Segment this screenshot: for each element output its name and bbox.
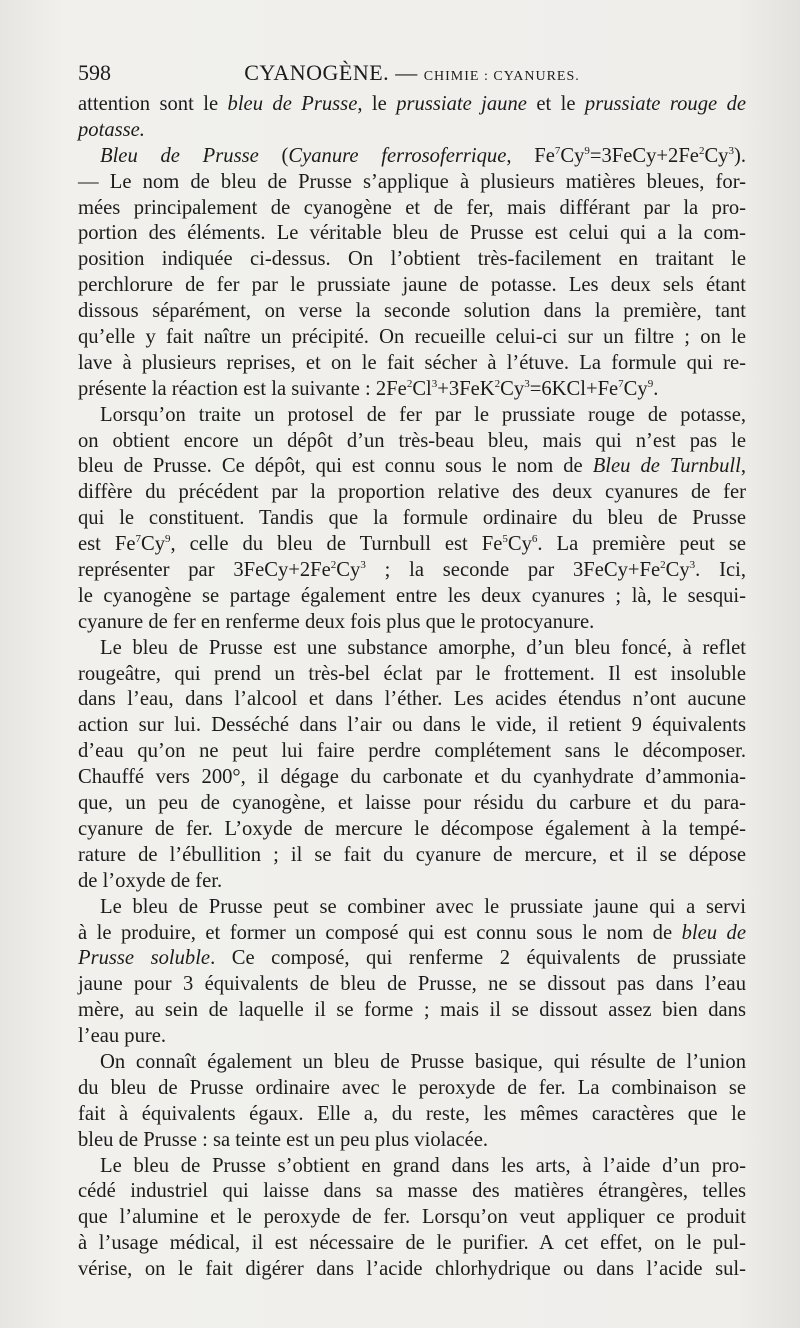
text-line: cyanure de fer. L’oxyde de mercure le décompose également à la tempé- [78,817,746,840]
text-line: Bleu de Prusse (Cyanure ferrosoferrique, $Fe^7Cy^9=3FeCy+2Fe^2Cy^3$). [100,144,746,167]
text-line: de l’oxyde de fer. [78,869,223,892]
text-line: Le bleu de Prusse est une substance amorphe, d’un bleu foncé, à reflet [100,636,746,659]
text-line: Chauffé vers 200°, il dégage du carbonate et du cyanhydrate d’ammonia- [78,766,746,789]
text-line: est Fe$^7$Cy$^9$, celle du bleu de Turnbull est Fe$^5$Cy$^6$. La première peut se [78,533,747,556]
text-line: que, un peu de cyanogène, et laisse pour résidu du carbure et du para- [78,792,746,815]
text-line: potasse. [78,118,145,141]
text-line: perchlorure de fer par le prussiate jaune de potasse. Les deux sels étant [78,274,746,297]
text-line: — Le nom de bleu de Prusse s’applique à plusieurs matières bleues, for- [78,170,746,193]
text-line: mère, au sein de laquelle il se forme ; mais il se dissout assez bien dans [78,999,746,1022]
text-line: dissous séparément, on verse la seconde solution dans la première, tant [78,300,746,323]
text-line: action sur lui. Desséché dans l’air ou dans le vide, il retient 9 équivalents [78,714,746,737]
page-number: 598 [78,60,111,85]
page-header [78,60,746,90]
running-head [78,60,746,86]
text-line: portion des éléments. Le véritable bleu de Prusse est celui qui a la com- [78,222,746,245]
text-line: qu’elle y fait naître un précipité. On recueille celui-ci sur un filtre ; on le [78,326,746,349]
text-line: rougeâtre, qui prend un très-bel éclat par le frottement. Il est insoluble [78,662,746,685]
text-line: présente la réaction est la suivante : $2Fe^2Cl^3+3FeK^2Cy^3=6KCl+Fe^7Cy^9$. [78,377,659,400]
text-line: Prusse soluble. Ce composé, qui renferme 2 équivalents de prussiate [78,947,746,970]
text-line: à l’usage médical, il est nécessaire de le purifier. A cet effet, on le pul- [78,1232,746,1255]
text-line: vérise, on le fait digérer dans l’acide chlorhydrique ou dans l’acide sul- [78,1258,746,1281]
text-line: représenter par $3FeCy+2Fe^2Cy^3$ ; la seconde par $3FeCy+Fe^2Cy^3$. Ici, [78,559,746,582]
text-line: Lorsqu’on traite un protosel de fer par le prussiate rouge de potasse, [100,403,746,426]
text-line: attention sont le bleu de Prusse, le prussiate jaune et le prussiate rouge de [78,93,747,115]
text-line: bleu de Prusse. Ce dépôt, qui est connu sous le nom de Bleu de Turnbull, [78,455,747,478]
text-line: lave à plusieurs reprises, et on le fait sécher à l’étuve. La formule qui re- [78,351,746,374]
running-dash: — [395,60,418,85]
text-line: l’eau pure. [78,1025,167,1048]
text-line: on obtient encore un dépôt d’un très-beau bleu, mais qui n’est pas le [78,429,746,452]
text-line: position indiquée ci-dessus. On l’obtient très-facilement en traitant le [78,248,746,271]
text-line: bleu de Prusse : sa teinte est un peu plus violacée. [78,1128,489,1151]
text-line: du bleu de Prusse ordinaire avec le peroxyde de fer. La combinaison se [78,1076,746,1099]
text-line: Le bleu de Prusse s’obtient en grand dans les arts, à l’aide d’un pro- [100,1154,746,1177]
text-line: qui le constituent. Tandis que la formule ordinaire du bleu de Prusse [78,507,746,530]
text-line: le cyanogène se partage également entre les deux cyanures ; là, le sesqui- [78,584,746,607]
text-line: Le bleu de Prusse peut se combiner avec le prussiate jaune qui a servi [100,895,746,918]
text-line: que l’alumine et le peroxyde de fer. Lorsqu’on veut appliquer ce produit [78,1206,746,1229]
page-body-text [78,92,746,1283]
text-line: fait à équivalents égaux. Elle a, du reste, les mêmes caractères que le [78,1102,746,1125]
text-line: dans l’eau, dans l’alcool et dans l’éther. Les acides étendus n’ont aucune [78,688,746,711]
text-line: mées principalement de cyanogène et de fer, mais différant par la pro- [78,196,746,219]
text-line: jaune pour 3 équivalents de bleu de Prusse, ne se dissout pas dans l’eau [78,973,746,996]
text-line: On connaît également un bleu de Prusse basique, qui résulte de l’union [100,1050,746,1073]
text-line: diffère du précédent par la proportion relative des deux cyanures de fer [78,481,746,504]
text-line: à le produire, et former un composé qui est connu sous le nom de bleu de [78,921,746,944]
section-title: CHIMIE : CYANURES. [423,69,580,84]
text-line: rature de l’ébullition ; il se fait du cyanure de mercure, et il se dépose [78,843,746,866]
text-line: cyanure de fer en renferme deux fois plus que le protocyanure. [78,610,595,633]
text-line: d’eau qu’on ne peut lui faire perdre complétement sans le décomposer. [78,740,746,763]
text-line: cédé industriel qui laisse dans sa masse des matières étrangères, telles [78,1180,746,1203]
running-title: CYANOGÈNE. [244,60,390,85]
